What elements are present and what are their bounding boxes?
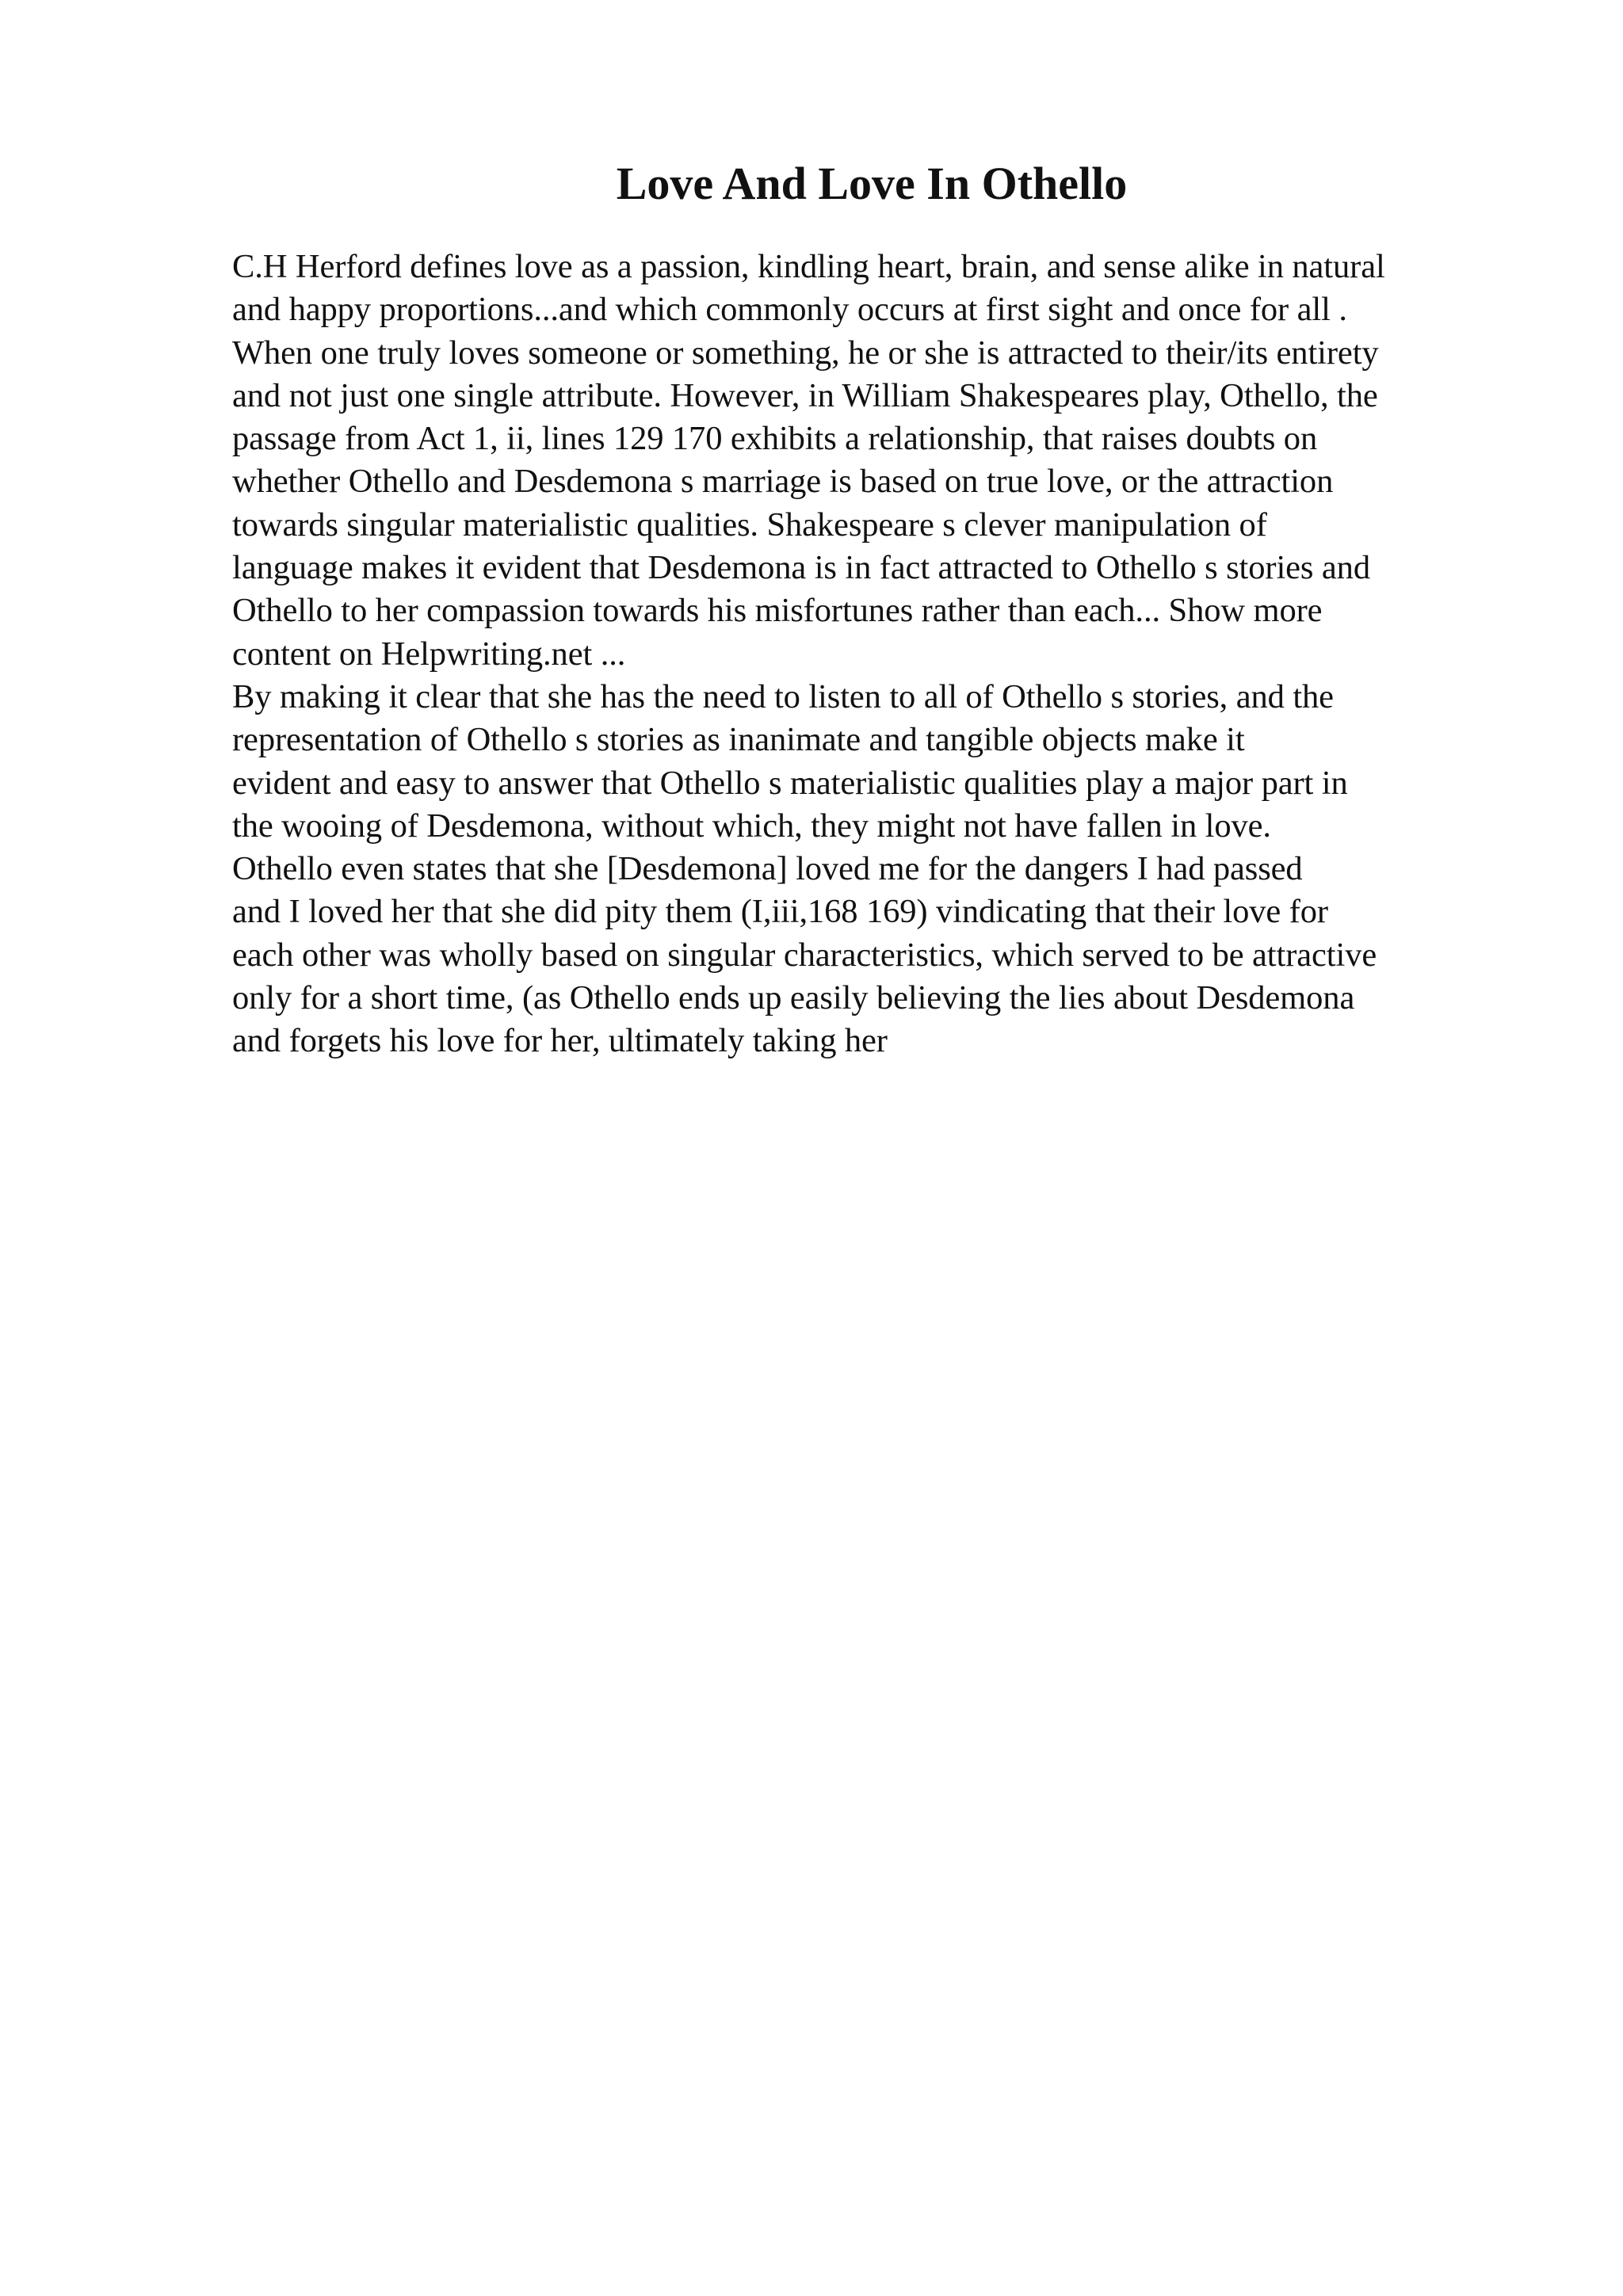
text-line: passage from Act 1, ii, lines 129 170 exhibits a relationship, that raises doubts on xyxy=(232,420,1318,458)
text-line: and forgets his love for her, ultimately taking her xyxy=(232,1022,888,1060)
text-line: When one truly loves someone or something, he or she is attracted to their/its entirety xyxy=(232,334,1379,372)
text-line: each other was wholly based on singular characteristics, which served to be attractive xyxy=(232,936,1377,974)
text-line: only for a short time, (as Othello ends up easily believing the lies about Desdemona xyxy=(232,979,1355,1017)
text-line: C.H Herford defines love as a passion, kindling heart, brain, and sense alike in natural xyxy=(232,248,1385,285)
text-line: Othello even states that she [Desdemona] loved me for the dangers I had passed xyxy=(232,850,1303,888)
document-title: Love And Love In Othello xyxy=(616,158,1128,209)
text-line: the wooing of Desdemona, without which, they might not have fallen in love. xyxy=(232,807,1271,845)
text-line: evident and easy to answer that Othello s materialistic qualities play a major part in xyxy=(232,764,1348,802)
text-line: and I loved her that she did pity them (I,iii,168 169) vindicating that their love for xyxy=(232,893,1328,931)
text-line: and not just one single attribute. However, in William Shakespeares play, Othello, the xyxy=(232,376,1378,414)
text-line: language makes it evident that Desdemona is in fact attracted to Othello s stories and xyxy=(232,549,1370,587)
text-line: Othello to her compassion towards his misfortunes rather than each... Show more xyxy=(232,592,1323,630)
text-line: By making it clear that she has the need to listen to all of Othello s stories, and the xyxy=(232,677,1334,715)
text-line: representation of Othello s stories as inanimate and tangible objects make it xyxy=(232,721,1245,759)
text-line: whether Othello and Desdemona s marriage is based on true love, or the attraction xyxy=(232,463,1334,501)
text-line: content on Helpwriting.net ... xyxy=(232,635,626,673)
text-line: towards singular materialistic qualities. Shakespeare s clever manipulation of xyxy=(232,505,1267,543)
document-body xyxy=(232,246,1516,1063)
text-line: and happy proportions...and which commonly occurs at first sight and once for all . xyxy=(232,291,1347,329)
